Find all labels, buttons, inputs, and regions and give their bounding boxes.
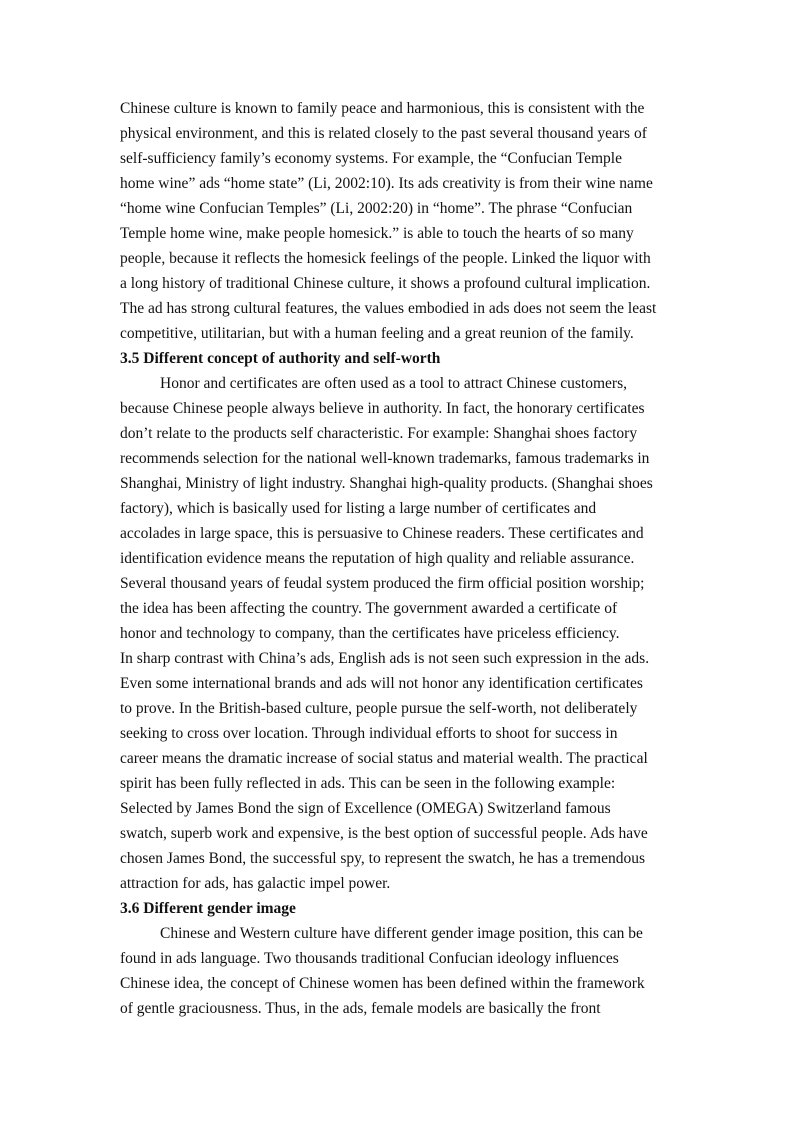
text-line: The ad has strong cultural features, the values embodied in ads does not seem the least <box>120 300 657 317</box>
text-line: to prove. In the British-based culture, people pursue the self-worth, not deliberately <box>120 700 638 717</box>
paragraph-self-worth <box>120 646 680 896</box>
text-line: Chinese and Western culture have different gender image position, this can be <box>160 925 643 942</box>
text-line: Honor and certificates are often used as a tool to attract Chinese customers, <box>160 375 627 392</box>
text-line: physical environment, and this is related closely to the past several thousand years of <box>120 125 647 142</box>
document-body <box>120 96 680 1021</box>
text-line: identification evidence means the reputation of high quality and reliable assurance. <box>120 550 635 567</box>
text-line: Chinese idea, the concept of Chinese women has been defined within the framework <box>120 975 645 992</box>
text-line: honor and technology to company, than the certificates have priceless efficiency. <box>120 625 620 642</box>
text-line: factory), which is basically used for listing a large number of certificates and <box>120 500 597 517</box>
text-line: recommends selection for the national well-known trademarks, famous trademarks in <box>120 450 650 467</box>
paragraph-authority <box>120 371 680 646</box>
text-line: don’t relate to the products self characteristic. For example: Shanghai shoes factory <box>120 425 638 442</box>
text-line: career means the dramatic increase of social status and material wealth. The practical <box>120 750 648 767</box>
text-line: accolades in large space, this is persuasive to Chinese readers. These certificates and <box>120 525 644 542</box>
text-line: home wine” ads “home state” (Li, 2002:10). Its ads creativity is from their wine name <box>120 175 653 192</box>
text-line: people, because it reflects the homesick feelings of the people. Linked the liquor with <box>120 250 651 267</box>
text-line: Chinese culture is known to family peace and harmonious, this is consistent with the <box>120 100 645 117</box>
text-line: self-sufficiency family’s economy systems. For example, the “Confucian Temple <box>120 150 622 167</box>
text-line: attraction for ads, has galactic impel power. <box>120 875 391 892</box>
text-line: swatch, superb work and expensive, is the best option of successful people. Ads have <box>120 825 648 842</box>
text-line: because Chinese people always believe in authority. In fact, the honorary certificates <box>120 400 645 417</box>
text-line: Several thousand years of feudal system produced the firm official position worship; <box>120 575 645 592</box>
text-line: Even some international brands and ads will not honor any identification certificates <box>120 675 643 692</box>
text-line: chosen James Bond, the successful spy, to represent the swatch, he has a tremendous <box>120 850 645 867</box>
text-line: competitive, utilitarian, but with a human feeling and a great reunion of the family. <box>120 325 634 342</box>
text-line: Selected by James Bond the sign of Excellence (OMEGA) Switzerland famous <box>120 800 611 817</box>
paragraph-gender-image <box>120 921 680 1021</box>
text-line: seeking to cross over location. Through individual efforts to shoot for success in <box>120 725 618 742</box>
section-heading-3-6: 3.6 Different gender image <box>120 900 296 917</box>
section-heading-3-5: 3.5 Different concept of authority and self-worth <box>120 350 441 367</box>
text-line: found in ads language. Two thousands traditional Confucian ideology influences <box>120 950 619 967</box>
text-line: Temple home wine, make people homesick.” is able to touch the hearts of so many <box>120 225 634 242</box>
text-line: In sharp contrast with China’s ads, English ads is not seen such expression in the ads. <box>120 650 650 667</box>
text-line: spirit has been fully reflected in ads. This can be seen in the following example: <box>120 775 616 792</box>
text-line: of gentle graciousness. Thus, in the ads, female models are basically the front <box>120 1000 601 1017</box>
text-line: Shanghai, Ministry of light industry. Shanghai high-quality products. (Shanghai shoes <box>120 475 653 492</box>
text-line: “home wine Confucian Temples” (Li, 2002:20) in “home”. The phrase “Confucian <box>120 200 633 217</box>
text-line: the idea has been affecting the country. The government awarded a certificate of <box>120 600 618 617</box>
text-line: a long history of traditional Chinese culture, it shows a profound cultural implication. <box>120 275 651 292</box>
paragraph-family-harmony <box>120 96 680 346</box>
